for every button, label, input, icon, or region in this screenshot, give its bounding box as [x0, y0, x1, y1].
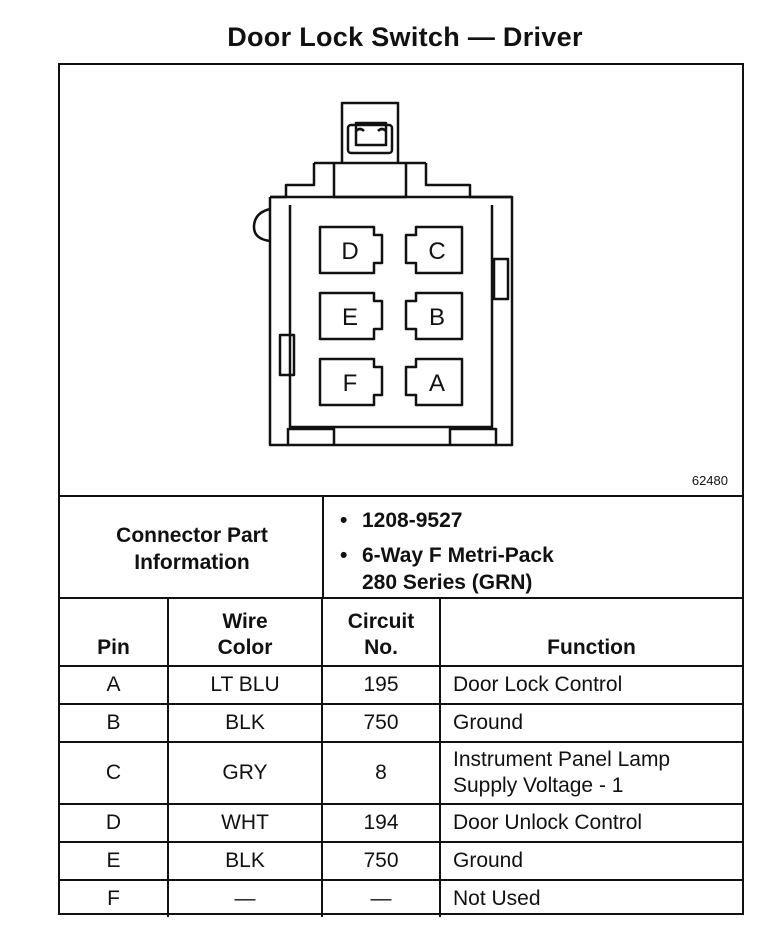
right-foot: [450, 429, 496, 445]
table-header-row: [60, 599, 742, 666]
cell-function: Door Lock Control: [440, 666, 742, 704]
latch-tab: [356, 123, 386, 145]
cell-function: [440, 742, 742, 804]
header-circuit: Circuit No.: [322, 599, 440, 666]
cell-circuit: 750: [322, 704, 440, 742]
divider: [322, 497, 324, 599]
pin-label-E: E: [341, 304, 359, 331]
divider: [60, 495, 742, 497]
cell-wire-color: BLK: [168, 704, 322, 742]
cell-pin: B: [60, 704, 168, 742]
page-title: Door Lock Switch — Driver: [227, 22, 583, 52]
header-function: Function: [440, 599, 742, 666]
function-line2: Supply Voltage - 1: [453, 774, 624, 797]
cell-circuit: 195: [322, 666, 440, 704]
cell-function: Ground: [440, 842, 742, 880]
pin-label-B: B: [428, 304, 446, 331]
cell-circuit: —: [322, 880, 440, 917]
header-pin: Pin: [60, 599, 168, 666]
left-slot: [280, 335, 294, 375]
pin-label-D: D: [341, 238, 359, 265]
cell-pin: D: [60, 804, 168, 842]
connector-description-line1: 6-Way F Metri-Pack: [362, 544, 554, 567]
cell-wire-color: BLK: [168, 842, 322, 880]
part-number: 1208-9527: [362, 509, 463, 532]
table-row: [60, 742, 742, 804]
pin-label-F: F: [342, 370, 358, 397]
connector-body: [270, 197, 512, 445]
table-row: [60, 704, 742, 742]
table-row: [60, 666, 742, 704]
cell-wire-color: GRY: [168, 742, 322, 804]
cell-circuit: 750: [322, 842, 440, 880]
cell-wire-color: LT BLU: [168, 666, 322, 704]
connector-diagram: [60, 65, 742, 497]
cell-pin: F: [60, 880, 168, 917]
cell-wire-color: —: [168, 880, 322, 917]
connector-part-info: [340, 507, 554, 596]
header-wire-color: Wire Color: [168, 599, 322, 666]
cell-wire-color: WHT: [168, 804, 322, 842]
cell-function: Ground: [440, 704, 742, 742]
right-shoulder: [426, 163, 484, 197]
bullet: •: [340, 509, 348, 532]
table-row: [60, 842, 742, 880]
figure-number: 62480: [691, 473, 728, 488]
pin-table: [60, 599, 742, 917]
left-shoulder: [270, 163, 314, 197]
cell-pin: A: [60, 666, 168, 704]
connector-drawing: [60, 65, 742, 497]
connector-part-label: Connector Part Information: [116, 524, 268, 574]
bullet: •: [340, 544, 348, 567]
function-line1: Instrument Panel Lamp: [453, 748, 671, 771]
pin-label-A: A: [428, 370, 446, 397]
left-key: [254, 209, 270, 241]
cell-circuit: 194: [322, 804, 440, 842]
connector-description-line2: 280 Series (GRN): [362, 571, 533, 594]
table-row: [60, 880, 742, 917]
left-foot: [288, 429, 334, 445]
cell-pin: C: [60, 742, 168, 804]
table-row: [60, 804, 742, 842]
right-slot: [494, 259, 508, 299]
cell-function: Door Unlock Control: [440, 804, 742, 842]
cell-pin: E: [60, 842, 168, 880]
pin-label-C: C: [428, 238, 446, 265]
cell-circuit: 8: [322, 742, 440, 804]
cell-function: Not Used: [440, 880, 742, 917]
connector-sheet: [58, 63, 744, 915]
